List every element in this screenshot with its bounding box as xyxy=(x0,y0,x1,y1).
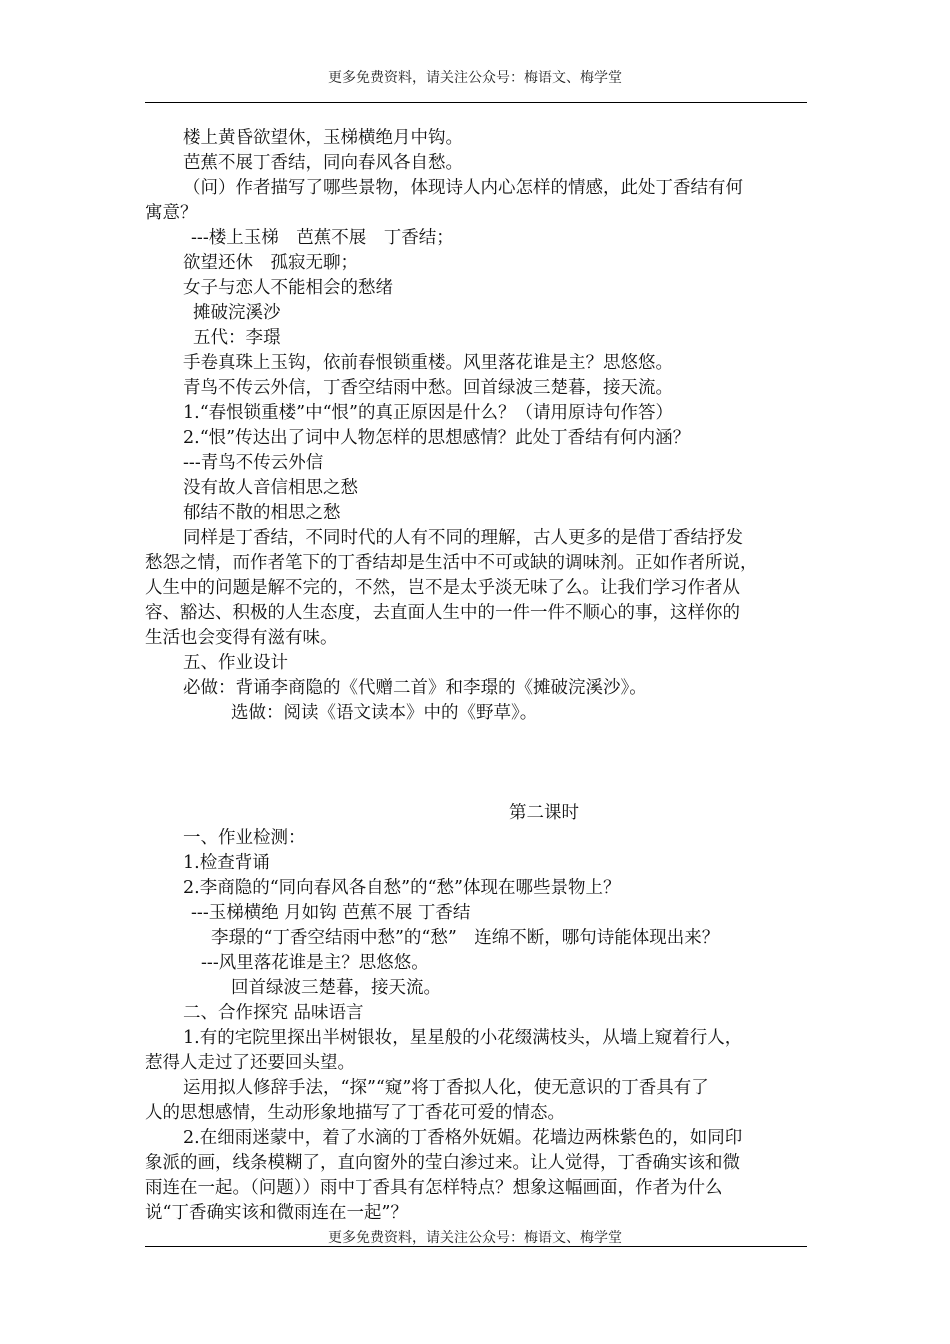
text-line: 2.在细雨迷蒙中，着了水滴的丁香格外妩媚。花墙边两株紫色的，如同印 xyxy=(183,1128,743,1148)
text-line: 没有故人音信相思之愁 xyxy=(183,478,358,498)
text-line: 2.李商隐的“同向春风各自愁”的“愁”体现在哪些景物上？ xyxy=(183,878,621,898)
text-line: 二、合作探究 品味语言 xyxy=(183,1003,364,1023)
text-line: 芭蕉不展丁香结，同向春风各自愁。 xyxy=(183,153,463,173)
text-line: 容、豁达、积极的人生态度，去直面人生中的一件一件不顺心的事，这样你的 xyxy=(145,603,740,623)
text-line: ---风里落花谁是主？思悠悠。 xyxy=(201,953,429,973)
text-line: 手卷真珠上玉钩，依前春恨锁重楼。风里落花谁是主？思悠悠。 xyxy=(183,353,673,373)
text-line: 愁怨之情，而作者笔下的丁香结却是生活中不可或缺的调味剂。正如作者所说， xyxy=(145,553,758,573)
text-line: 寓意？ xyxy=(145,203,198,223)
text-line: 五、作业设计 xyxy=(183,653,288,673)
text-line: 人生中的问题是解不完的，不然，岂不是太乎淡无味了么。让我们学习作者从 xyxy=(145,578,740,598)
text-line: 说“丁香确实该和微雨连在一起”？ xyxy=(145,1203,408,1223)
header-rule xyxy=(145,102,807,103)
text-line: 选做：阅读《语文读本》中的《野草》。 xyxy=(231,703,538,723)
text-line: 欲望还休 孤寂无聊； xyxy=(183,253,358,273)
text-line: ---楼上玉梯 芭蕉不展 丁香结； xyxy=(191,228,454,248)
text-line: 2.“恨”传达出了词中人物怎样的思想感情？此处丁香结有何内涵？ xyxy=(183,428,691,448)
text-line: 一、作业检测： xyxy=(183,828,306,848)
text-line: （问）作者描写了哪些景物，体现诗人内心怎样的情感，此处丁香结有何 xyxy=(183,178,743,198)
text-line: 必做：背诵李商隐的《代赠二首》和李璟的《摊破浣溪沙》。 xyxy=(183,678,647,698)
text-line: ---青鸟不传云外信 xyxy=(183,453,324,473)
text-line: 女子与恋人不能相会的愁绪 xyxy=(183,278,393,298)
text-line: 五代：李璟 xyxy=(193,328,281,348)
text-line: 人的思想感情，生动形象地描写了丁香花可爱的情态。 xyxy=(145,1103,565,1123)
text-line: 象派的画，线条模糊了，直向窗外的莹白渗过来。让人觉得，丁香确实该和微 xyxy=(145,1153,740,1173)
text-line: 运用拟人修辞手法，“探”“窥”将丁香拟人化，使无意识的丁香具有了 xyxy=(183,1078,709,1098)
page-footer: 更多免费资料，请关注公众号：梅语文、梅学堂 xyxy=(328,1230,622,1246)
text-line: 雨连在一起。（问题））雨中丁香具有怎样特点？想象这幅画面，作者为什么 xyxy=(145,1178,723,1198)
text-line: 生活也会变得有滋有味。 xyxy=(145,628,338,648)
text-line: 1.检查背诵 xyxy=(183,853,270,873)
footer-rule xyxy=(145,1246,807,1247)
text-line: 李璟的“丁香空结雨中愁”的“愁” 连绵不断，哪句诗能体现出来？ xyxy=(211,928,720,948)
text-line: 楼上黄昏欲望休，玉梯横绝月中钩。 xyxy=(183,128,463,148)
page-header: 更多免费资料，请关注公众号：梅语文、梅学堂 xyxy=(328,70,622,86)
text-line: 青鸟不传云外信，丁香空结雨中愁。回首绿波三楚暮，接天流。 xyxy=(183,378,673,398)
text-line: 回首绿波三楚暮，接天流。 xyxy=(231,978,441,998)
text-line: ---玉梯横绝 月如钩 芭蕉不展 丁香结 xyxy=(191,903,471,923)
text-line: 1.“春恨锁重楼”中“恨”的真正原因是什么？（请用原诗句作答） xyxy=(183,403,673,423)
text-line: 同样是丁香结，不同时代的人有不同的理解，古人更多的是借丁香结抒发 xyxy=(183,528,743,548)
text-line: 郁结不散的相思之愁 xyxy=(183,503,341,523)
text-line: 惹得人走过了还要回头望。 xyxy=(145,1053,355,1073)
section-title: 第二课时 xyxy=(509,803,579,823)
text-line: 1.有的宅院里探出半树银妆，星星般的小花缀满枝头，从墙上窥着行人， xyxy=(183,1028,743,1048)
text-line: 摊破浣溪沙 xyxy=(193,303,281,323)
